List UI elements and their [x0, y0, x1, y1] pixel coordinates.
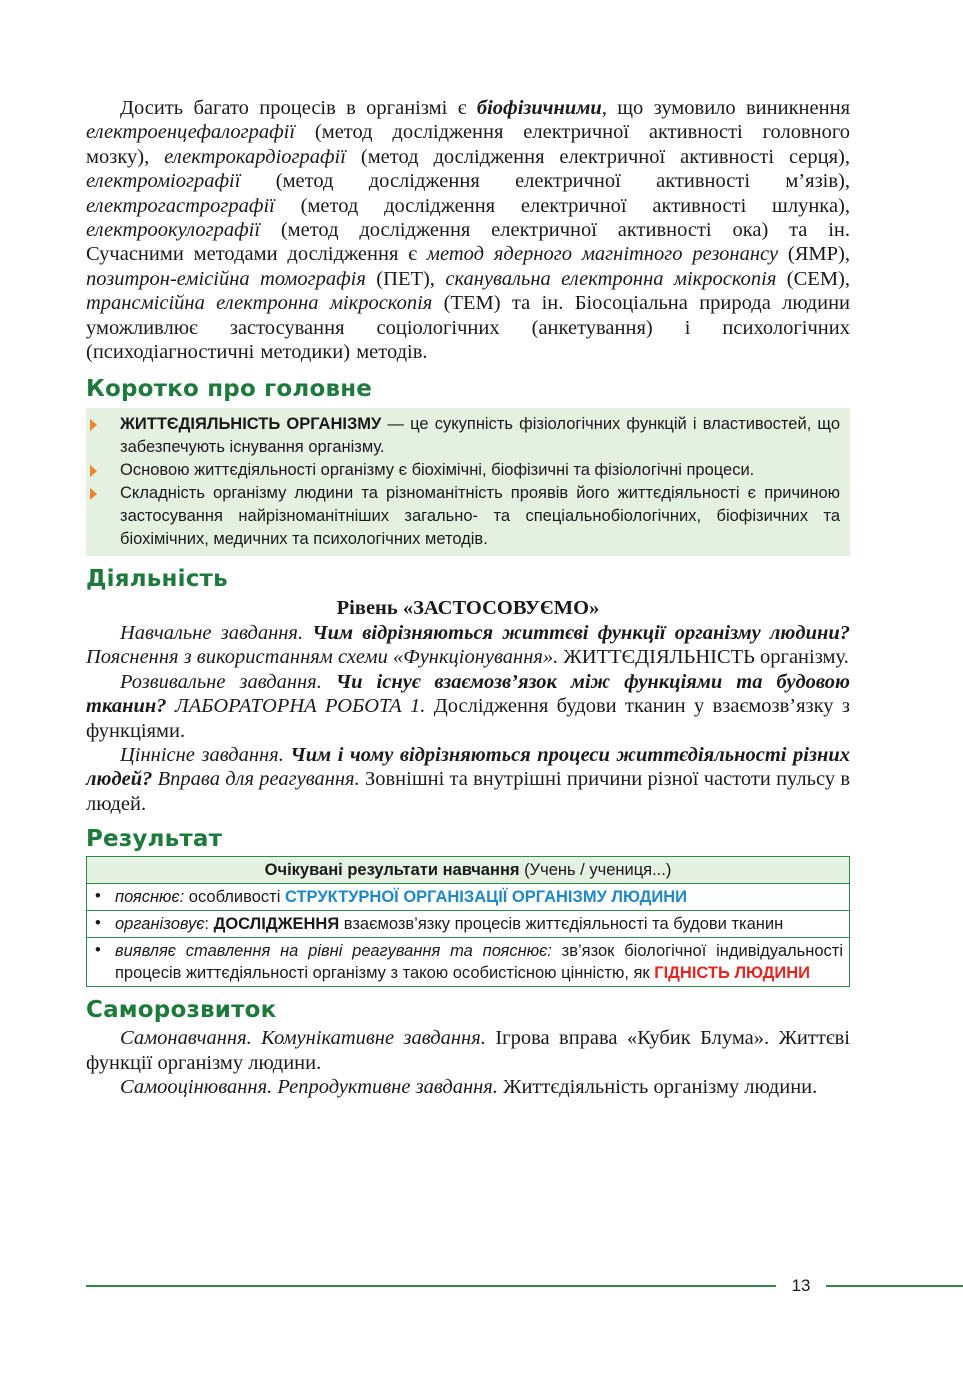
page-content	[86, 96, 850, 1099]
text-italic: Самонавчання. Комунікативне завдання.	[120, 1027, 486, 1050]
text: ЖИТТЄДІЯЛЬНІСТЬ організму.	[558, 646, 849, 669]
text-bold: біофізичними	[476, 97, 602, 119]
activity-heading: Діяльність	[86, 566, 228, 593]
text: Складність організму людини та різноманітність проявів його життєдіяльності є причиною застосування найрізноманітніших загально- та спеціальнобіологічних, біофізичних та біохімічних, медичних та психологічних методів.	[120, 484, 840, 549]
text: :	[204, 915, 214, 934]
self-paragraph	[86, 1075, 850, 1099]
level-title: Рівень «ЗАСТОСОВУЄМО»	[336, 597, 600, 620]
task-paragraph	[86, 621, 850, 670]
text-italic: метод ядерного магнітного резонансу	[426, 243, 779, 266]
table-row	[87, 884, 850, 911]
summary-box	[86, 408, 850, 556]
term: ЖИТТЄДІЯЛЬНІСТЬ ОРГАНІЗМУ	[120, 415, 382, 434]
table-header-row	[87, 857, 850, 884]
table-row	[87, 938, 850, 987]
text: (метод дослідження електричної активності серця),	[345, 145, 850, 168]
text: Зовнішні та внутрішні причини різної частоти пульсу в людей.	[86, 768, 850, 815]
highlight-red: ГІДНІСТЬ ЛЮДИНИ	[654, 964, 811, 983]
text-italic: пояснює:	[115, 888, 185, 907]
text: , що зумовило виникнення	[601, 97, 850, 119]
result-heading: Результат	[86, 826, 223, 853]
text-italic: сканувальна електронна мікроскопія	[445, 267, 777, 290]
text-italic: електрокардіографії	[164, 145, 346, 168]
text: взаємозв’язку процесів життєдіяльності та будови тканин	[339, 915, 784, 934]
summary-item	[120, 482, 840, 551]
text: Ігрова вправа «Кубик Блума». Життєві функції організму людини.	[86, 1027, 850, 1074]
intro-paragraph	[86, 96, 850, 364]
table-cell	[87, 938, 850, 987]
text-italic: електроенцефалографії	[86, 121, 296, 144]
arrow-right-icon	[90, 419, 97, 431]
text: (ПЕТ),	[365, 267, 446, 290]
text: (метод дослідження електричної активності шлунка),	[274, 194, 850, 217]
text: (метод дослідження електричної активності головного мозку),	[86, 121, 850, 168]
footer-rule	[826, 1285, 963, 1287]
text: — це сукупність фізіологічних функцій і властивостей, що забезпечують існування організму.	[120, 415, 840, 457]
text-italic: Навчальне завдання.	[120, 621, 313, 644]
arrow-right-icon	[90, 465, 97, 477]
footer-rule	[86, 1285, 776, 1287]
self-heading: Саморозвиток	[86, 997, 277, 1024]
text: (метод дослідження електричної активності м’язів),	[240, 170, 850, 193]
highlight-blue: СТРУКТУРНОЇ ОРГАНІЗАЦІЇ ОРГАНІЗМУ ЛЮДИНИ	[284, 888, 687, 907]
table-row	[87, 911, 850, 938]
table-cell	[87, 884, 850, 911]
text-italic: виявляє ставлення на рівні реагування та пояснює:	[115, 942, 552, 961]
text: зв’язок біологічної індивідуальності процесів життєдіяльності організму з такою особистісною цінністю, як	[115, 942, 843, 983]
text-bold: Очікувані результати навчання	[264, 861, 520, 880]
text: (ЯМР),	[778, 243, 850, 266]
text: (ТЕМ) та ін. Біосоціальна природа людини уможливлює застосування соціологічних (анкетування) і психологічних (психодіагностичні методики) методів.	[86, 292, 851, 364]
bullet: •	[95, 914, 101, 933]
bullet: •	[95, 941, 101, 960]
task-paragraph	[86, 670, 850, 743]
text: Досить багато процесів в організмі є	[120, 97, 477, 119]
text: Життєдіяльність організму людини.	[497, 1075, 818, 1098]
text-italic: електроміографії	[86, 170, 241, 193]
text-italic: трансмісійна електронна мікроскопія	[86, 292, 433, 315]
text-italic: Вправа для реагування.	[152, 768, 360, 791]
text-bold: Чи існує взаємозв’язок між функціями та будовою тканин?	[86, 670, 850, 718]
summary-heading: Коротко про головне	[86, 376, 373, 403]
page-number: 13	[791, 1276, 811, 1295]
text-bold: ДОСЛІДЖЕННЯ	[213, 915, 340, 934]
text-italic: Ціннісне завдання.	[120, 743, 291, 766]
text-italic: організовує	[115, 915, 205, 934]
arrow-right-icon	[90, 488, 97, 500]
text-bold: Чим відрізняються життєві функції організму людини?	[312, 621, 850, 644]
text: особливості	[184, 888, 285, 907]
bullet: •	[95, 887, 101, 906]
summary-item	[120, 459, 840, 482]
text-italic: Пояснення з використанням схеми «Функціонування».	[86, 646, 559, 669]
text: Основою життєдіяльності організму є біохімічні, біофізичні та фізіологічні процеси.	[120, 461, 755, 480]
results-table	[86, 856, 850, 987]
text-italic: електрогастрографії	[86, 194, 275, 217]
summary-item	[120, 413, 840, 459]
text: (метод дослідження електричної активності ока) та ін. Сучасними методами дослідження є	[86, 219, 850, 266]
self-paragraph	[86, 1026, 850, 1075]
table-header	[87, 857, 850, 884]
text: (СЕМ),	[776, 267, 850, 290]
text: Дослідження будови тканин у взаємозв’язку з функціями.	[86, 695, 851, 742]
table-cell	[87, 911, 850, 938]
text-italic: ЛАБОРАТОРНА РОБОТА 1.	[166, 695, 426, 718]
text-italic: Розвивальне завдання.	[120, 670, 336, 693]
text: (Учень / учениця...)	[519, 861, 672, 880]
text-italic: електроокулографії	[86, 219, 261, 242]
text-italic: позитрон-емісійна томографія	[86, 267, 366, 290]
text-italic: Самооцінювання. Репродуктивне завдання.	[120, 1075, 498, 1098]
text-bold: Чим і чому відрізняються процеси життєдіяльності різних людей?	[86, 743, 850, 791]
task-paragraph	[86, 743, 850, 816]
